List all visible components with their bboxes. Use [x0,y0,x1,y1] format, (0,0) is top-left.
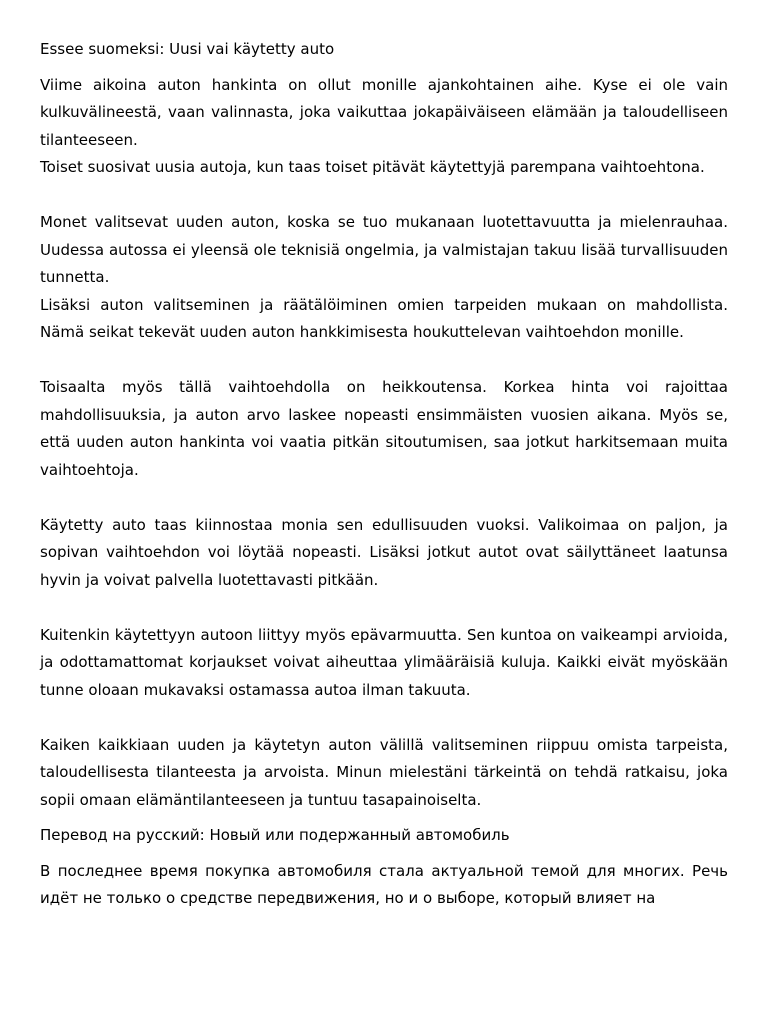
spacer [40,594,728,622]
spacer [40,484,728,512]
paragraph-fi-1: Viime aikoina auton hankinta on ollut monille ajankohtainen aihe. Kyse ei ole vain kulkuvälineestä, vaan valinnasta, joka vaikuttaa jokapäiväiseen elämään ja taloudelliseen tilanteeseen. [40,75,728,149]
spacer [40,347,728,375]
paragraph-fi-8: Kaiken kaikkiaan uuden ja käytetyn auton välillä valitseminen riippuu omista tarpeista, taloudellisesta tilanteesta ja arvoista. Minun mielestäni tärkeintä on tehdä ratkaisu, joka sopii omaan elämäntilanteeseen ja tuntuu tasapainoiselta. [40,735,728,809]
paragraph-fi-7: Kuitenkin käytettyyn autoon liittyy myös epävarmuutta. Sen kuntoa on vaikeampi arvioida, ja odottamattomat korjaukset voivat aiheuttaa ylimääräisiä kuluja. Kaikki eivät myöskään tunne oloaan mukavaksi ostamassa autoa ilman takuuta. [40,625,728,699]
spacer [40,704,728,732]
paragraph-ru-1: В последнее время покупка автомобиля стала актуальной темой для многих. Речь идёт не только о средстве передвижения, но и о выборе, который влияет на [40,861,728,907]
finnish-essay-title: Essee suomeksi: Uusi vai käytetty auto [40,40,335,58]
spacer [40,814,728,822]
spacer [40,64,728,72]
paragraph-fi-5: Toisaalta myös tällä vaihtoehdolla on heikkoutensa. Korkea hinta voi rajoittaa mahdollisuuksia, ja auton arvo laskee nopeasti ensimmäisten vuosien aikana. Myös se, että uuden auton hankinta voi vaatia pitkän sitoutumisen, saa jotkut harkitsemaan muita vaihtoehtoja. [40,378,728,479]
document-page [40,36,728,913]
paragraph-fi-6: Käytetty auto taas kiinnostaa monia sen edullisuuden vuoksi. Valikoimaa on paljon, ja sopivan vaihtoehdon voi löytää nopeasti. Lisäksi jotkut autot ovat säilyttäneet laatunsa hyvin ja voivat palvella luotettavasti pitkään. [40,515,728,589]
spacer [40,182,728,210]
paragraph-fi-3: Monet valitsevat uuden auton, koska se tuo mukanaan luotettavuutta ja mielenrauhaa. Uudessa autossa ei yleensä ole teknisiä ongelmia, ja valmistajan takuu lisää turvallisuuden tunnetta. [40,213,728,286]
paragraph-fi-4: Lisäksi auton valitseminen ja räätälöiminen omien tarpeiden mukaan on mahdollista. Nämä seikat tekevät uuden auton hankkimisesta houkuttelevan vaihtoehdon monille. [40,295,728,341]
paragraph-fi-2: Toiset suosivat uusia autoja, kun taas toiset pitävät käytettyjä parempana vaihtoehtona. [40,158,705,176]
spacer [40,850,728,858]
russian-translation-title: Перевод на русский: Новый или подержанный автомобиль [40,826,510,844]
